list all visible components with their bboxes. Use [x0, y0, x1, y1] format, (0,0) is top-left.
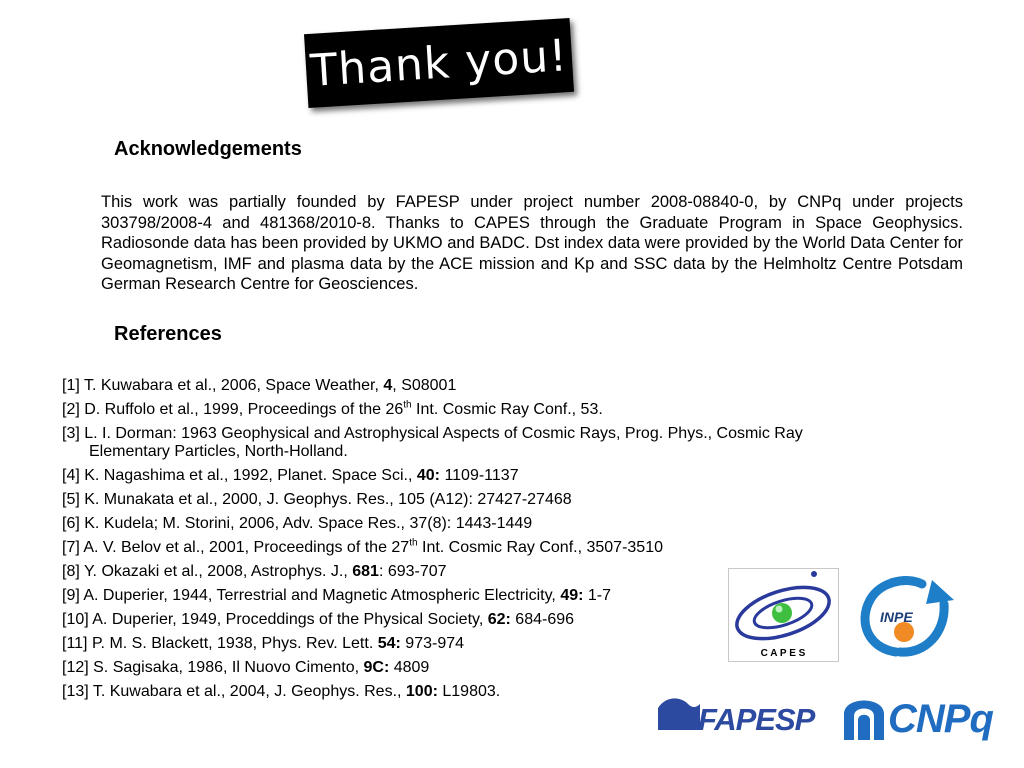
reference-item: [12] S. Sagisaka, 1986, Il Nuovo Cimento, 9C: 4809: [62, 659, 430, 676]
capes-emblem-icon: [729, 569, 838, 661]
inpe-emblem-icon: [856, 574, 956, 658]
acknowledgements-heading: Acknowledgements: [114, 138, 302, 160]
reference-item: [3] L. I. Dorman: 1963 Geophysical and Astrophysical Aspects of Cosmic Rays, Prog. Phys., Cosmic Ray Elementary Particles, North-Holland.: [62, 425, 803, 460]
fapesp-logo: [656, 692, 832, 738]
reference-item: [10] A. Duperier, 1949, Proceddings of the Physical Society, 62: 684-696: [62, 611, 575, 628]
fapesp-logo-text: FAPESP: [698, 702, 815, 737]
capes-logo-text: C A P E S: [760, 648, 806, 659]
reference-item: [8] Y. Okazaki et al., 2008, Astrophys. J., 681: 693-707: [62, 563, 447, 580]
inpe-logo: [856, 574, 956, 658]
cnpq-logo: [840, 686, 1020, 744]
reference-item: [1] T. Kuwabara et al., 2006, Space Weather, 4, S08001: [62, 377, 457, 394]
reference-item: [5] K. Munakata et al., 2000, J. Geophys. Res., 105 (A12): 27427-27468: [62, 491, 572, 508]
reference-item: [7] A. V. Belov et al., 2001, Proceedings of the 27th Int. Cosmic Ray Conf., 3507-3510: [62, 537, 663, 556]
title-banner: [304, 18, 574, 108]
slide-title: Thank you!: [308, 29, 570, 97]
reference-item: [9] A. Duperier, 1944, Terrestrial and Magnetic Atmospheric Electricity, 49: 1-7: [62, 587, 612, 604]
reference-item: [13] T. Kuwabara et al., 2004, J. Geophys. Res., 100: L19803.: [62, 683, 501, 700]
acknowledgements-body: This work was partially founded by FAPESP under project number 2008-08840-0, by CNPq under projects 303798/2008-4 and 481368/2010-8. Thanks to CAPES through the Graduate Program in Space Geophysics. Radiosonde data has been provided by UKMO and BADC. Dst index data were provided by the World Data Center for Geomagnetism, IMF and plasma data by the ACE mission and Kp and SSC data by the Helmholtz Centre Potsdam German Research Centre for Geosciences.: [101, 193, 963, 293]
reference-item: [6] K. Kudela; M. Storini, 2006, Adv. Space Res., 37(8): 1443-1449: [62, 515, 533, 532]
reference-item: [2] D. Ruffolo et al., 1999, Proceedings of the 26th Int. Cosmic Ray Conf., 53.: [62, 399, 603, 418]
cnpq-emblem-icon: [840, 686, 1020, 744]
capes-logo: [728, 568, 839, 662]
references-heading: References: [114, 323, 222, 345]
cnpq-logo-text: CNPq: [888, 697, 993, 741]
reference-item: [11] P. M. S. Blackett, 1938, Phys. Rev. Lett. 54: 973-974: [62, 635, 465, 652]
fapesp-emblem-icon: [656, 692, 832, 738]
reference-item: [4] K. Nagashima et al., 1992, Planet. Space Sci., 40: 1109-1137: [62, 467, 519, 484]
inpe-logo-text: INPE: [880, 609, 913, 625]
